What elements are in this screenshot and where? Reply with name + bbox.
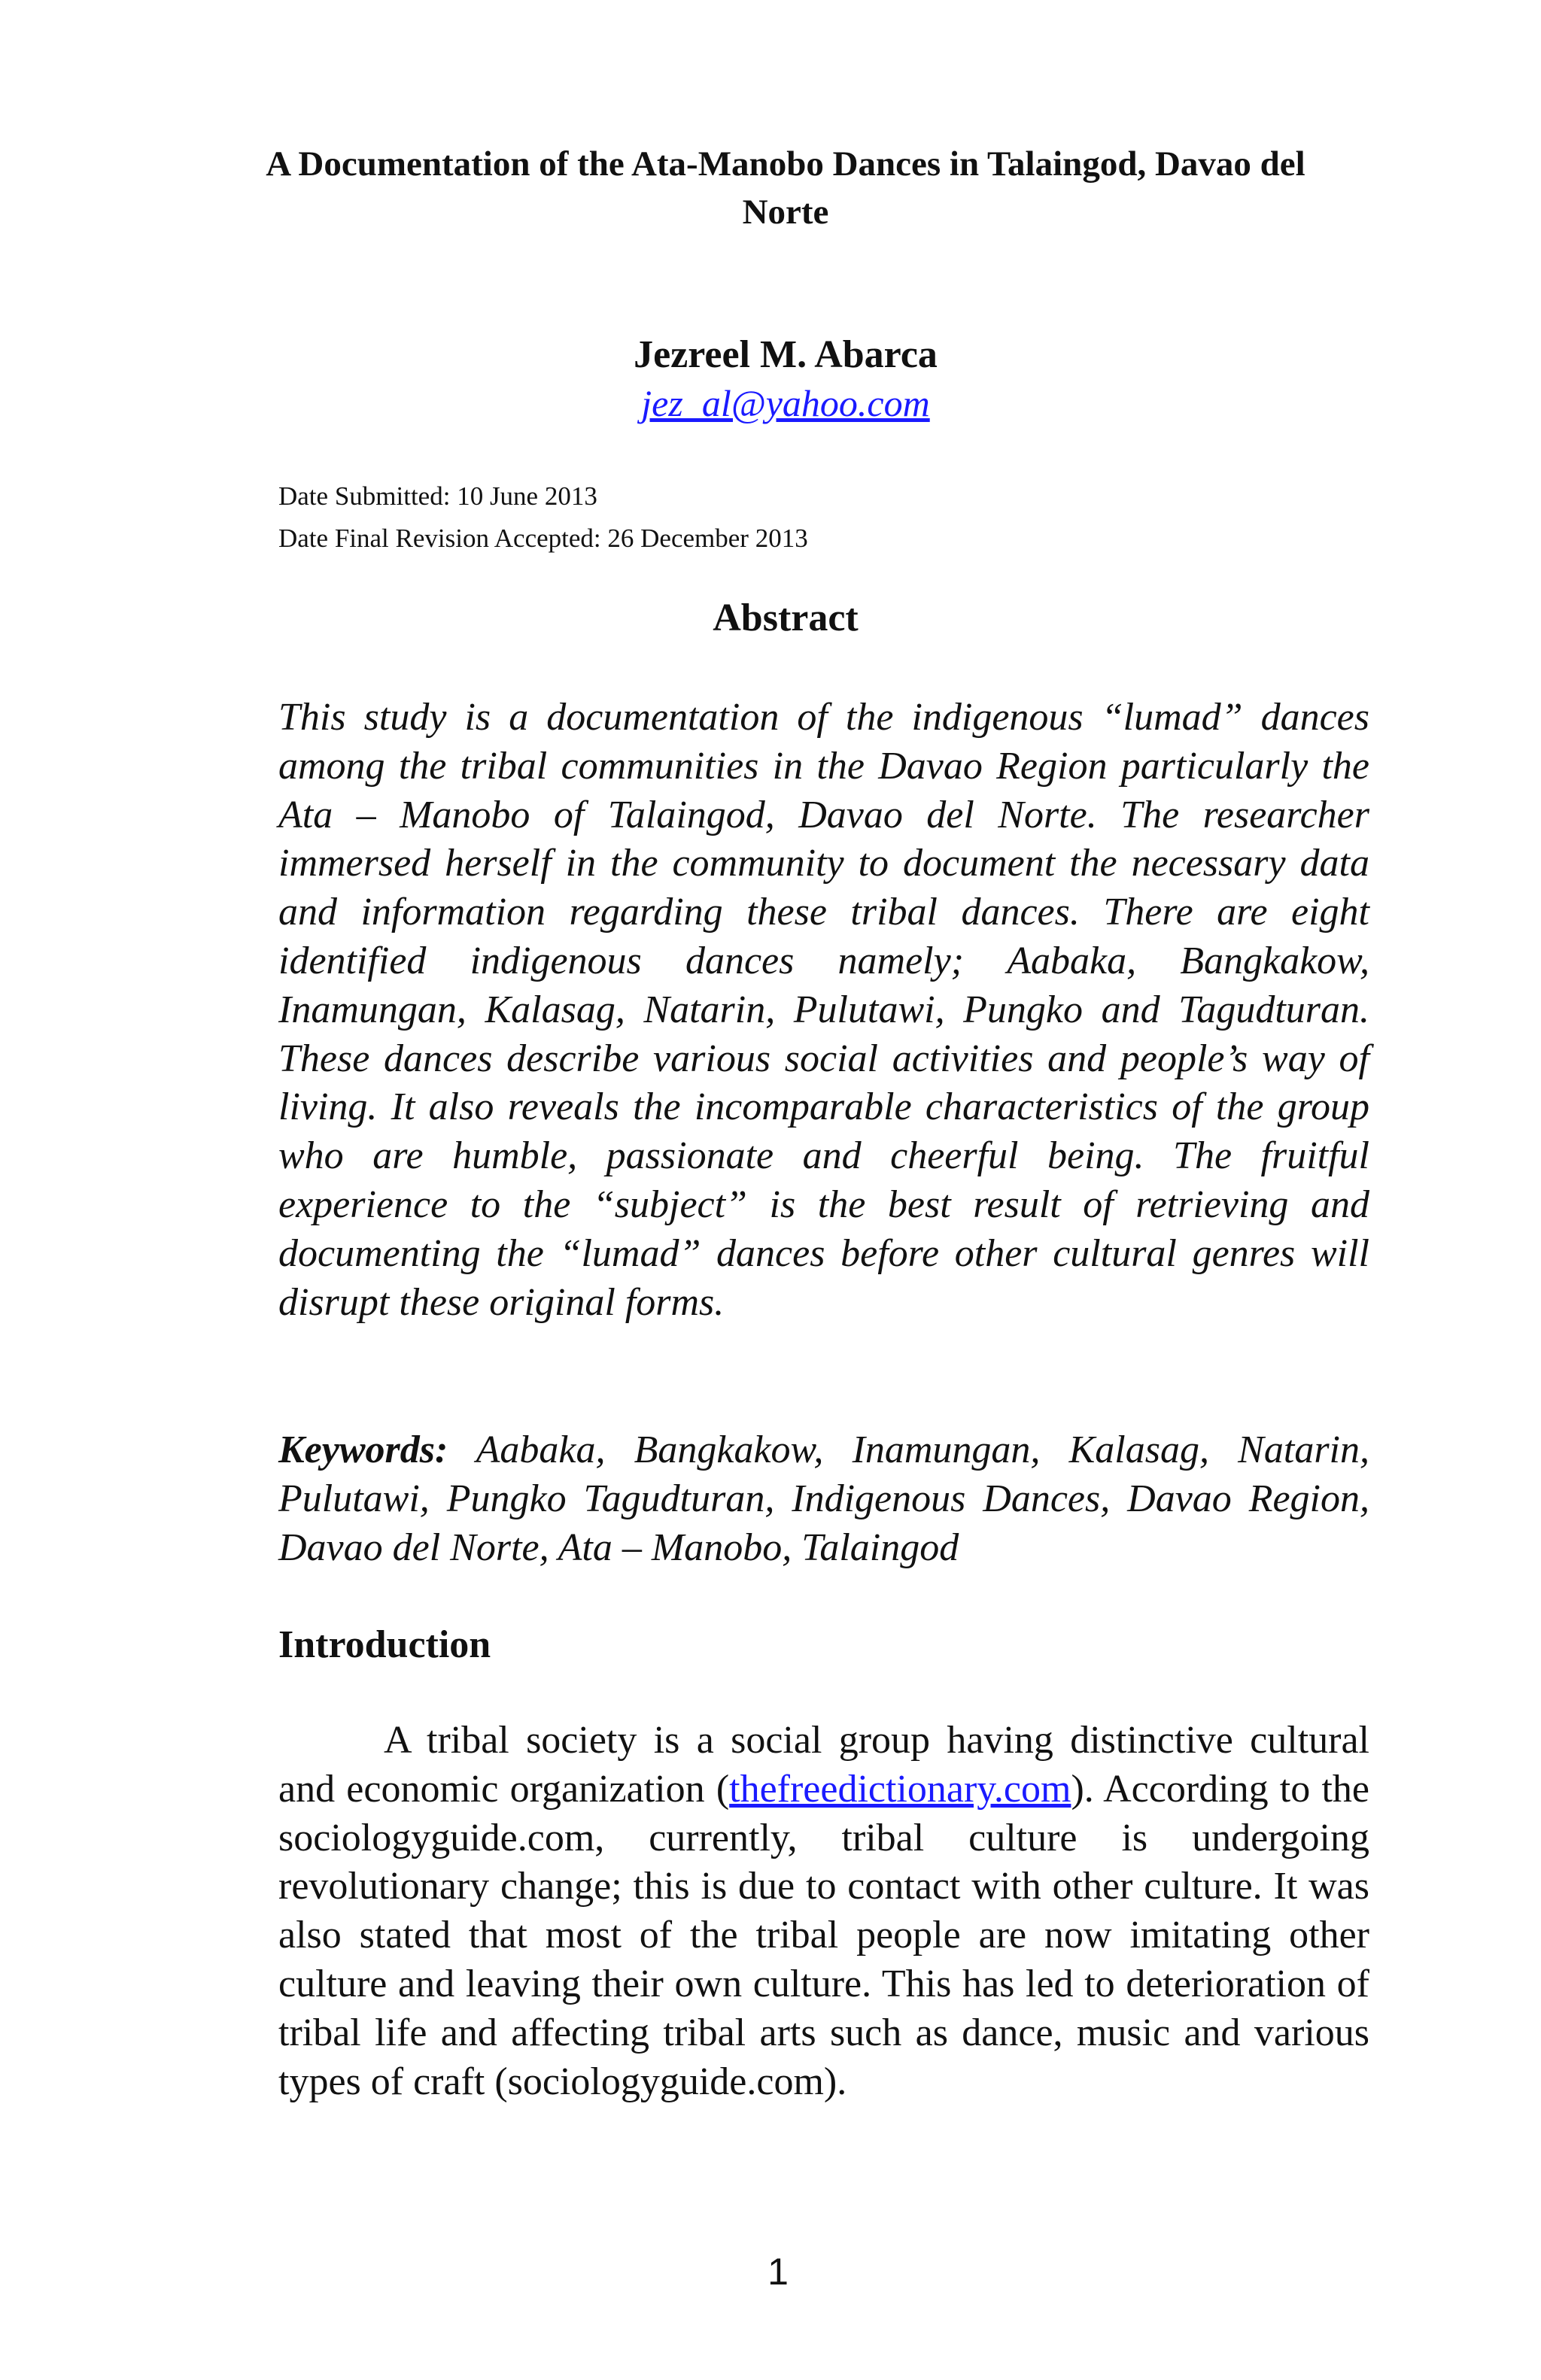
date-submitted: Date Submitted: 10 June 2013: [278, 481, 597, 511]
abstract-heading: Abstract: [713, 597, 859, 639]
intro-text-part1: A tribal society is a social group having distinctive cultural and economic organization (: [278, 1719, 1369, 1811]
keywords-text: Aabaka, Bangkakow, Inamungan, Kalasag, Natarin, Pulutawi, Pungko Tagudturan, Indigenous Dances, Davao Region, Davao del Norte, Ata – Manobo, Talaingod: [278, 1428, 1369, 1569]
keywords-label: Keywords:: [278, 1428, 448, 1471]
abstract-text: This study is a documentation of the indigenous “lumad” dances among the tribal communities in the Davao Region particularly the Ata – Manobo of Talaingod, Davao del Norte. The researcher immersed herself in the community to document the necessary data and information regarding these tribal dances. There are eight identified indigenous dances namely; Aabaka, Bangkakow, Inamungan, Kalasag, Natarin, Pulutawi, Pungko and Tagudturan. These dances describe various social activities and people’s way of living. It also reveals the incomparable characteristics of the group who are humble, passionate and cheerful being. The fruitful experience to the “subject” is the best result of retrieving and documenting the “lumad” dances before other cultural genres will disrupt these original forms.: [278, 696, 1369, 1324]
submission-dates: [278, 475, 808, 560]
thefreedictionary-link[interactable]: thefreedictionary.com: [729, 1767, 1071, 1811]
page-number: 1: [767, 2251, 789, 2293]
paper-title: A Documentation of the Ata-Manobo Dances in Talaingod, Davao del Norte: [266, 144, 1305, 232]
introduction-paragraph: [278, 1717, 1369, 2106]
intro-text-part2: ). According to the sociologyguide.com, currently, tribal culture is undergoing revolutionary change; this is due to contact with other culture. It was also stated that most of the tribal people are now imitating other culture and leaving their own culture. This has led to deterioration of tribal life and affecting tribal arts such as dance, music and various types of craft (sociologyguide.com).: [278, 1767, 1369, 2103]
introduction-heading: Introduction: [278, 1623, 491, 1666]
date-accepted: Date Final Revision Accepted: 26 December 2013: [278, 524, 808, 553]
author-name: Jezreel M. Abarca: [634, 333, 938, 376]
author-email-link[interactable]: jez_al@yahoo.com: [641, 382, 930, 424]
keywords-paragraph: [278, 1426, 1369, 1572]
